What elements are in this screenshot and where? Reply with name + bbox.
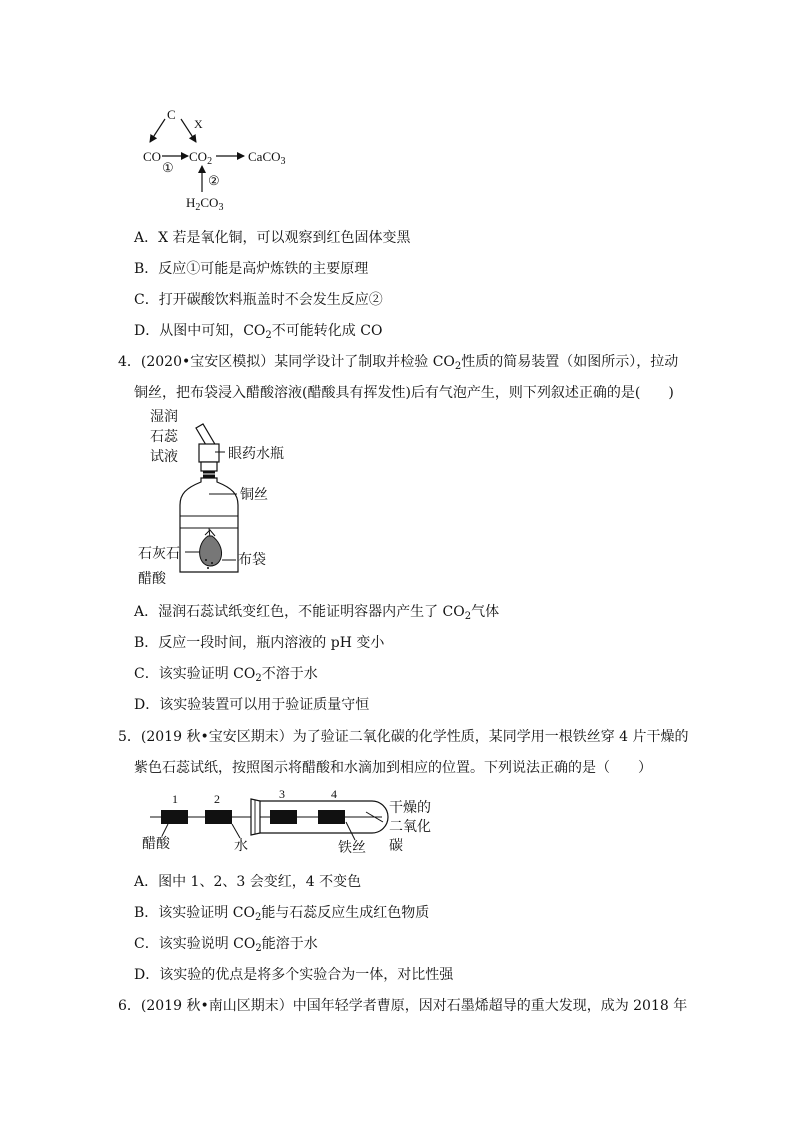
q4-label-solution: 试液 xyxy=(150,449,178,465)
q5-label-dry-co2-2: 二氧化 xyxy=(389,819,431,835)
q5-label-2: 2 xyxy=(214,792,220,806)
q5-label-water: 水 xyxy=(234,838,248,854)
q4-option-a: A．湿润石蕊试纸变红色，不能证明容器内产生了 $CO_2$气体 xyxy=(134,604,500,622)
q3-label-c: C xyxy=(167,107,176,122)
q3-option-d: D．从图中可知，$CO_2$不可能转化成 CO xyxy=(134,323,383,341)
q5-label-3: 3 xyxy=(279,787,285,801)
q3-label-h2co3: $H_2CO_3$ xyxy=(186,195,224,213)
q3-circle-1: ① xyxy=(162,160,174,175)
q5-label-4: 4 xyxy=(331,787,337,801)
q4-label-limestone: 石灰石 xyxy=(138,546,180,562)
q4-option-b: B．反应一段时间，瓶内溶液的 pH 变小 xyxy=(134,635,385,651)
q3-option-a: A．X 若是氧化铜，可以观察到红色固体变黑 xyxy=(134,230,411,246)
q3-label-caco3: CaCO$_3$ xyxy=(248,149,286,167)
q4-option-c: C．该实验证明 $CO_2$不溶于水 xyxy=(134,666,318,684)
q5-option-d: D．该实验的优点是将多个实验合为一体，对比性强 xyxy=(134,967,454,983)
q4-label-wet: 湿润 xyxy=(150,409,178,425)
q4-stem-line1: 4．(2020•宝安区模拟）某同学设计了制取并检验 $CO_2$性质的简易装置（如图所示），拉动 xyxy=(118,354,679,372)
q3-option-c: C．打开碳酸饮料瓶盖时不会发生反应② xyxy=(134,292,383,308)
q5-label-1: 1 xyxy=(172,792,178,806)
q4-label-cloth-bag: 布袋 xyxy=(238,552,266,568)
q3-circle-2: ② xyxy=(208,173,220,188)
q5-option-a: A．图中 1、2、3 会变红，4 不变色 xyxy=(134,874,362,890)
q4-label-eyedrop-bottle: 眼药水瓶 xyxy=(228,446,284,462)
q5-label-dry-co2-1: 干燥的 xyxy=(389,800,431,816)
q5-option-b: B．该实验证明 $CO_2$能与石蕊反应生成红色物质 xyxy=(134,905,430,923)
q5-stem-line1: 5．(2019 秋•宝安区期末）为了验证二氧化碳的化学性质，某同学用一根铁丝穿 4 片干燥的 xyxy=(118,729,689,745)
q5-label-dry-co2-3: 碳 xyxy=(389,838,403,854)
q4-label-litmus: 石蕊 xyxy=(150,429,178,445)
q3-label-co: CO xyxy=(143,149,162,164)
q6-stem-line1: 6．(2019 秋•南山区期末）中国年轻学者曹原，因对石墨烯超导的重大发现，成为 2018 年 xyxy=(118,998,688,1014)
q4-label-copper-wire: 铜丝 xyxy=(240,487,268,503)
q5-option-c: C．该实验说明 $CO_2$能溶于水 xyxy=(134,936,318,954)
q4-option-d: D．该实验装置可以用于验证质量守恒 xyxy=(134,697,370,713)
q4-stem-line2: 铜丝，把布袋浸入醋酸溶液(醋酸具有挥发性)后有气泡产生，则下列叙述正确的是( ) xyxy=(134,385,674,401)
q5-label-iron-wire: 铁丝 xyxy=(338,840,366,856)
q5-stem-line2: 紫色石蕊试纸，按照图示将醋酸和水滴加到相应的位置。下列说法正确的是（ ） xyxy=(134,760,652,776)
q5-label-acetic-acid: 醋酸 xyxy=(142,836,170,852)
q3-label-x: X xyxy=(194,117,203,131)
q3-label-co2: $CO_2$ xyxy=(189,149,213,167)
q4-label-acetic-acid: 醋酸 xyxy=(138,571,166,587)
q3-option-b: B．反应①可能是高炉炼铁的主要原理 xyxy=(134,261,369,277)
